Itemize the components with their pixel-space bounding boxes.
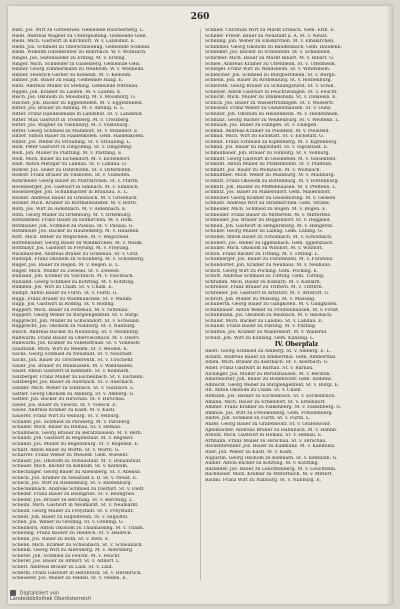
register-entry: Schmauß. Jos. Bauer zu Ellingen. St. v. Ellingen.	[205, 123, 318, 129]
register-entry: Rießl. Jos. Schmied zu Oberschneiding. Gemeinde Schneid.	[12, 44, 151, 50]
register-entry: Rusch. Andreas Bäcker zu Neunburg. St. v. Neunburg.	[12, 330, 140, 336]
digitization-footer	[10, 590, 91, 603]
register-entry: Rumpf. Anton Bauer zu Furth. St. v. Furth. G.	[12, 290, 118, 296]
register-entry: Rußwurm. Franz Bauer zu Oberviechtach. M. v. Oberv.	[12, 335, 140, 341]
register-entry: Schuhbauer. Anton Weber zu Frontenhausen. M. v. Front.	[205, 307, 340, 313]
register-entry: Adam. Mich. Brauer zu Auerbach. St. v. Auerbach. G.	[205, 360, 329, 366]
register-entry: Bäuml. Franz Wirt zu Nabburg. St. v. Nabburg. E.	[205, 477, 322, 483]
register-entry: Scheitl. Joh. Bauer zu Hilpoltstein. St. v. Hilpoltst.	[12, 514, 129, 520]
register-entry: Schambeck. Georg Brauer zu Beratzhausen. M. v. Berh.	[12, 430, 143, 436]
register-entry: Sachs. Joh. Bauer zu Tirschenreuth. St. v. Tirschenr.	[12, 358, 134, 364]
register-entry: Schindler. Jos. Bäcker zu Scheinfeld. St. v. Scheinfeld.	[205, 50, 331, 56]
column-divider	[200, 28, 201, 580]
section-heading: IV. Oberpfalz	[274, 341, 319, 349]
register-entry: Sander. Mich. Weber zu Sulzbach. St. v. Sulzbach. L.	[12, 386, 135, 391]
register-entry: Ritter. Georg Schmied zu Mühldorf. St. v. Mühldorf. E.	[12, 128, 139, 134]
register-entry: Schöndorfer. Joh. Krämer zu Neuhaus. M. v. Neuhaus.	[205, 262, 332, 268]
register-entry: Ausfelder. Jos. Bauer zu Leuchtenberg. M. v. Leuchtenb.	[205, 466, 337, 472]
register-entry: Sattler. Georg Ökonom zu Amberg. St. v. Amberg. G.	[12, 391, 135, 397]
register-entry: Schuhmann. Jos. Ökonom zu Reisbach. M. v. Reisbach.	[205, 313, 333, 319]
register-entry: Schmitz. Jos. Bauer zu Mallersdorf. Gem. Mallersdorf.	[205, 190, 332, 196]
footer-line-1: Digitalisiert von	[19, 590, 60, 596]
register-entry: Rischer. Joh. Bäcker zu Eggenfelden. M. v. Eggenfelden.	[12, 100, 144, 106]
register-entry: Rothammer. Franz Bauer zu Hofkirchen. M. v. Hofk.	[12, 218, 134, 224]
register-entry: Rottenkolber. Georg Bauer zu Waldkirchen. M. v. Waldk.	[12, 240, 144, 246]
register-entry: Schiller. Friedr. Bauer zu Neustadt a. A. St. v. Neust.	[205, 33, 328, 39]
register-entry: Scheck. Jos. Wirt zu Riedenburg. St. v. Riedenburg.	[12, 481, 132, 487]
footer-line-2: Landesbibliothek Oberösterreich	[10, 596, 92, 602]
register-entry: Scheibl. Mich. Gastwirt in Neumarkt. St. v. Neumarkt.	[12, 503, 139, 509]
register-entry: Ritzer. Jos. Weber zu Straubing. St. v. Straubing. L.	[12, 139, 132, 145]
register-entry: Roth. Georg Müller zu Ortenburg. M. v. Ortenburg.	[12, 212, 132, 218]
register-entry: Rippel. Joh. Krämer zu Laufen. M. v. Laufen. E.	[12, 89, 122, 95]
register-entry: Schott. Andreas Schmied zu Tutting. Gem. Tutting.	[205, 274, 325, 280]
register-entry: Schmitt. Joh. Bäcker zu Pfeffenhausen. M. v. Pfeffenh. L.	[205, 184, 337, 190]
register-entry: Schlick. Jos. Bauer zu Wassertrüdingen. St. v. Wassertr.	[205, 100, 335, 106]
register-entry: Schimmel. Georg Ökonom zu Baudenbach. Gem. Baudenb.	[205, 44, 342, 50]
register-entry: Rödl. Peter Gastwirt in Dingolfing. St. v. Dingolfing.	[12, 145, 133, 151]
register-entry: Andre. Joh. Schmied zu Furth. St. v. Furth. L.	[205, 416, 311, 422]
register-entry: Artmann. Franz Müller zu Hirschau. St. v. Hirschau.	[205, 438, 327, 444]
register-entry: Aberl. Georg Schmied zu Amberg. St. v. Amberg. E. L.	[205, 349, 332, 355]
register-entry: Rupp. Jos. Gastwirt in Roding. St. v. Roding.	[12, 302, 115, 308]
register-entry: Schechinger. Georg Bauer zu Abensberg. St. v. Abensb.	[12, 469, 142, 475]
register-entry: Saalfrank. Mich. Wirt zu Weiden. St. v. Weiden. E.	[12, 346, 129, 352]
register-entry: Aumer. Anton Bäcker zu Kötzting. M. v. Kötzting.	[205, 461, 320, 467]
register-entry: Apfelbacher. Andreas Brauer zu Hahnbach. M. v. Hahnb.	[205, 427, 338, 433]
register-entry: Rießl. Mich. Gastwirt in Kirchdorf. W. v. Landshut. E.	[12, 39, 136, 45]
register-entry: Albersdörfer. Joh. Bauer zu Bodenwöhr. Gem. Bodenw.	[205, 377, 333, 383]
register-entry: Schenk. Jos. Bauer zu Roth. St. v. Roth. E.	[12, 537, 110, 543]
register-entry: Scherer. Joh. Schmied zu Feucht. M. v. Feucht.	[12, 553, 121, 559]
register-entry: Scherl. Andreas Brauer zu Lauf. St. v. Lauf.	[12, 565, 113, 570]
register-entry: Schleyer. Anton Gastwirt in Feuchtwangen. St. v. Feucht.	[205, 89, 338, 95]
register-entry: Schreiber. Franz Brauer zu Triftern. M. v. Triftern.	[205, 285, 324, 291]
register-entry: Schmidt. Anton Müller zu Pfaffenhofen. St. v. Pfaffenh.	[205, 162, 333, 168]
register-entry: Aschenbrenner. Jos. Bauer zu Kallmünz. M. v. Kallmünz.	[205, 444, 336, 450]
register-entry: Schenkl. Georg Wirt zu Allersberg. M. v. Allersberg.	[12, 548, 134, 554]
register-entry: Ringer. Mich. Schneider in Gaiselberg. Gemeinde Geis.	[12, 61, 141, 67]
register-entry: Salzberger. Franz Müller zu Eschenbach. St. v. Eschenb.	[12, 374, 144, 380]
register-entry: Ruhland. Joh. Krämer zu Viechtach. M. v. Viechtach.	[12, 274, 134, 280]
register-entry: Rintl. Andreas Müller zu Stefling. Gemeinde Nittenau.	[12, 83, 139, 89]
register-entry: Schmöller. Georg Krämer zu Geiselhöring. M. v. Geiselh.	[205, 195, 337, 201]
register-entry: Schneider. Mich. Schmied zu Bogen. M. v. Bogen. E.	[205, 207, 327, 212]
register-entry: Schellhorn. Anton Ökonom zu Thalmässing. M. v. Thalm.	[12, 525, 145, 531]
register-entry: Rödl. Mich. Bauer zu Eichendorf. M. v. Eichendorf.	[12, 156, 131, 162]
register-entry: Schaller. Mich. Bauer zu Hemau. St. v. Hemau.	[12, 425, 122, 431]
register-entry: Schmid. Mich. Wirt zu Eichstätt. St. v. Eichstätt. G.	[205, 134, 325, 140]
left-column	[12, 28, 195, 582]
register-entry: Scheck. Joh. Krämer zu Neustadt a. D. St. v. Neust. E.	[12, 475, 138, 481]
register-entry: Schreiner. Jos. Gastwirt in Arnstorf. M. v. Arnstorf. G.	[205, 290, 330, 296]
register-entry: Rödl. Joh. Müller zu Plattling. M. v. Plattling. E.	[12, 151, 123, 157]
register-entry: Sailer. Jos. Brauer zu Waldsassen. M. v. Waldsassen.	[12, 363, 134, 369]
register-entry: Rohrer. Jos. Seiler zu Osterhofen. St. v. Osterhofen.	[12, 167, 132, 173]
register-entry: Ammon. Jos. Wirt zu Freudenberg. Gem. Freudenberg.	[205, 410, 334, 416]
register-entry: Bachmeier. Mich. Krämer zu Mitterteich. M. v. Mittert.	[205, 472, 334, 478]
register-entry: Salzberger. Jos. Bauer zu Auerbach. St. v. Auerbach.	[12, 380, 135, 386]
register-entry: Schöberl. Jos. Weber zu Iggensbach. Gem. Iggensbach.	[205, 240, 334, 246]
register-entry: Scharrer. Franz Weber zu Wiesent. Gem. Wiesent.	[12, 453, 129, 459]
register-entry: Schauer. Jos. Ökonom zu Donaustauf. M. v. Donaustauf.	[12, 458, 142, 464]
register-entry: Scherer. Jos. Bauer zu Altdorf. St. v. Altdorf. L.	[12, 559, 121, 565]
register-entry: Ritter. Jos. Brauer zu Aibling. M. v. Aibling. E. L.	[12, 106, 125, 112]
register-entry: Sauerer. Franz Wirt zu Velburg. St. v. Velburg.	[12, 413, 121, 419]
register-entry: Rüger. Jos. Bauer zu Regen. M. v. Regen. E. L.	[12, 262, 120, 268]
register-entry: Schandl. Jos. Müller zu Regensburg. St. v. Regensb. E.	[12, 441, 140, 447]
register-entry: Schlenk. Joh. Bauer zu Rothenburg. St. v. Rothenburg.	[205, 78, 333, 84]
register-entry: Schönberger. Jos. Bauer zu Fürstenzell. M. v. Fürstenz.	[205, 257, 334, 263]
right-column	[205, 28, 388, 484]
register-entry: Rohrmeier. Georg Bauer zu Pfarrkirchen. St. v. Pfarrk.	[12, 179, 139, 185]
register-entry: Schuler. Mich. Bäcker zu Landau. St. v. Landau. E.	[205, 318, 324, 324]
register-entry: Schulz. Joh. Wirt zu Künzing. Gem. Künzing. L.	[205, 335, 315, 341]
register-entry: Scharf. Anton Bauer zu Wörth. St. v. Wörth. G.	[12, 447, 120, 453]
register-entry: Ringel. Jos. Seifensieder zu Erding. M. v. Erding.	[12, 55, 126, 61]
register-entry: Schneider. Franz Bauer zu Mitterfels. M. v. Mitterfels.	[205, 212, 332, 218]
register-entry: Anzer. Georg Bauer zu Grafenwöhr. St. v. Grafenwöhr.	[205, 421, 331, 427]
register-entry: Schmid. Jos. Bauer zu Ingolstadt. St. v. Ingolstadt. E.	[205, 145, 329, 151]
library-logo-icon	[10, 590, 16, 596]
register-entry: Schiller. Christian Wirt zu Markt Erlbach. Gem. Erlb. E.	[205, 28, 336, 33]
register-entry: Schöller. Mich. Ökonom zu Windorf. M. v. Windorf.	[205, 246, 324, 252]
register-entry: Auer. Joh. Weber zu Kastl. M. v. Kastl.	[205, 449, 293, 455]
register-entry: Schober. Georg Müller zu Lalling. Gem. Lalling. G.	[205, 229, 323, 235]
register-entry: Schandl. Joh. Gastwirt in Regenstauf. M. v. Regenst.	[12, 436, 134, 442]
register-entry: Rupp. Franz Brauer zu Waldmünchen. St. v. Waldm.	[12, 296, 133, 302]
register-entry: Ruckdäschel. Andreas Brauer zu Grafenau. St. v. Graf.	[12, 251, 139, 257]
register-entry: Schmidbauer. Joh. Brauer zu Vohburg. St. v. Vohburg.	[205, 151, 330, 157]
register-entry: Aichinger. Jos. Müller zu Beratzhausen. M. v. Beratzh.	[205, 371, 331, 377]
register-entry: Rüger. Mich. Müller zu Zwiesel. St. v. Zwiesel.	[12, 268, 121, 274]
register-entry: Schmid. Andreas Krämer zu Pleinfeld. M. v. Pleinfeld.	[205, 128, 331, 134]
register-entry: Schlegel. Franz Wirt zu Windsheim. St. v. Windsheim.	[205, 67, 331, 73]
register-entry: Schober. Anton Bauer zu Schöllnach. M. v. Schöllnach.	[205, 234, 333, 240]
scan-shadow-edge	[386, 6, 392, 604]
register-entry: Schlee. Andreas Krämer zu Uffenheim. St. v. Uffenheim.	[205, 61, 337, 67]
register-entry: Ruppert. Georg Weber zu Burglengenfeld. St. v. Burgl.	[12, 313, 140, 319]
register-entry: Rießl. Wilhelm Gutsbesitzer zu Rohrbach. W. v. Wolnzach.	[12, 50, 147, 56]
register-entry: Rießl. Andreas Wagner zu Untergeißling. Gemeinde Geiß.	[12, 33, 147, 39]
document-page	[8, 6, 392, 604]
register-entry: Sauer. Jos. Bauer zu Vilseck. St. v. Vilseck. E.	[12, 402, 118, 408]
register-entry: Rosenberger. Joh. Schuhmacher in Braunau. E. L.	[12, 190, 128, 196]
register-entry: Rinner. Heinrich Gerber zu Kelheim. M. v. Kelheim.	[12, 72, 132, 78]
register-entry: Schultes. Jos. Krämer zu Wallersdorf. M. v. Wallersd.	[205, 330, 328, 336]
register-entry: Schaller. Jos. Schmied zu Parsberg. M. v. Parsberg.	[12, 419, 131, 425]
register-entry: Scherm. Franz Gastwirt in Hersbruck. St. v. Hersbruck.	[12, 570, 142, 576]
register-entry: Schramm. Mich. Bauer zu Kößlarn. M. v. Kößlarn.	[205, 279, 322, 285]
register-entry: Ammer. Franz Krämer zu Falkenberg. M. v. Falkenberg. G.	[205, 405, 342, 411]
register-entry: Achatz. Andreas Bauer zu Ammerthal. Gem. Ammerthal.	[205, 354, 337, 360]
register-entry: Rosenberger. Jos. Gastwirt in Simbach. M. v. Simbach.	[12, 184, 140, 190]
register-entry: Scheuerer. Jos. Müller zu Velden. St. v. Velden. E.	[12, 576, 128, 582]
register-entry: Schön. Franz Bäcker zu Tittling. M. v. Tittling. L.	[205, 251, 320, 257]
register-entry: Schuberth. Georg Bauer zu Gangkofen. M. v. Gangkofen.	[205, 302, 338, 308]
register-entry: Amann. Mich. Bauer zu Erbendorf. St. v. Erbendorf.	[205, 399, 326, 405]
register-entry: Schnabl. Andreas Wirt zu Straßkirchen. Gem. Straßk.	[205, 201, 331, 207]
page-number: 260	[190, 12, 210, 22]
register-entry: Ritter. Max Gastwirt in Trostberg. M. v. Trostberg.	[12, 117, 130, 123]
register-entry: Alt. Anton Ökonom zu Cham. St. v. Cham.	[205, 388, 302, 394]
register-entry: Rinner. Joh. Bauer zu Haag. Gemeinde Haag. E.	[12, 78, 124, 84]
register-entry: Rupprecht. Joh. Müller zu Schwandorf. St. v. Schwand.	[12, 318, 141, 324]
register-entry: Rinner. Georg Zimmermann zu Weilheim. W. v. Weilheim.	[12, 67, 145, 73]
register-entry: Schell. Jos. Weber zu Greding. St. v. Greding. G.	[12, 520, 124, 526]
register-entry: Schott. Georg Wirt zu Pocking. Gem. Pocking. E.	[205, 268, 319, 274]
register-entry: Ruppert. Mich. Bauer zu Nittenau. M. v. Nittenau.	[12, 307, 129, 313]
register-entry: Schauer. Mich. Bäcker zu Kelheim. St. v. Kelheim.	[12, 464, 129, 470]
register-entry: Arnold. Mich. Gastwirt in Hemau. St. v. Hemau. E.	[205, 433, 323, 439]
register-entry: Schnell. Joh. Gastwirt in Hengersberg. M. v. Hengersb.	[205, 223, 334, 229]
register-entry: Schilling. Joh. Weber zu Emskirchen. M. v. Emskirchen.	[205, 39, 335, 45]
register-entry: Schenk. Mich. Krämer zu Schwabach. St. v. Schwabach.	[12, 542, 144, 548]
register-entry: Albrecht. Georg Weber zu Burglengenfeld. St. v. Burgl. E.	[205, 382, 340, 388]
register-entry: Rosner. Mich. Krämer zu Rotthalmünster. M. v. Rotth.	[12, 201, 138, 207]
register-entry: Ruhland. Georg Schmied zu Kötzting. M. v. Kötzting.	[12, 279, 135, 285]
register-entry: Adler. Franz Gastwirt in Bärnau. St. v. Bärnau.	[205, 366, 314, 372]
register-entry: Rußwurm. Jos. Krämer zu Vohenstrauß. St. v. Vohenstr.	[12, 341, 141, 347]
register-entry: Sattler. Joh. Bäcker zu Hirschau. St. v. Hirschau.	[12, 397, 126, 403]
register-entry: Rosner. Andreas Bauer zu Griesbach. M. v. Griesbach.	[12, 195, 139, 201]
register-entry: Schrott. Joh. Müller zu Massing. M. v. Massing.	[205, 296, 316, 302]
register-entry: Ristl. Jos. Wirt zu Gottenried. Gemeinde Ruscherberg. L.	[12, 28, 145, 33]
register-entry: Roth. Jos. Wirt zu Aidenbach. M. v. Aidenbach. E.	[12, 207, 127, 212]
register-entry: Rudolph. Franz Ökonom zu Schönberg. M. v. Schönberg.	[12, 257, 145, 263]
register-entry: Rottmayr. Jos. Gastwirt in Freyung. M. v. Freyung.	[12, 246, 130, 252]
register-entry: Ritzer. Simon Bauer zu Haidenkofen. Gem. Haidenkofen.	[12, 134, 145, 140]
register-entry: Scheidl. Georg Müller zu Freystadt. St. v. Freystadt.	[12, 509, 134, 515]
register-entry: Rohrer. Franz Brauer zu Vilshofen. St. v. Vilshofen.	[12, 173, 131, 179]
register-entry: Sachs. Georg Schmied zu Neustadt. St. v. Neustadt.	[12, 352, 134, 358]
register-entry: Risch. Jos. Ökonom zu Moosburg. M. v. Moosburg. G.	[12, 95, 136, 101]
register-entry: Schmitt. Franz Ökonom zu Rottenburg. M. v. Rottenburg.	[205, 179, 340, 185]
register-entry: Schirmer. Mich. Bauer zu Markt Bibart. M. v. Bibart. G.	[205, 55, 335, 61]
register-entry: Rupprecht. Jos. Ökonom zu Nabburg. St. v. Nabburg.	[12, 324, 136, 330]
register-entry: Rummel. Jos. Wirt zu Cham. St. v. Cham. E.	[12, 285, 114, 291]
register-entry: Schmid. Franz Schmied zu Kipfenberg. M. v. Kipfenberg.	[205, 139, 338, 145]
register-entry: Schlicht. Mich. Müller zu Dinkelsbühl. St. v. Dinkelsb. E.	[205, 95, 338, 101]
register-entry: Schleicher. Jos. Schmied zu Burgbernheim. St. v. Burgb.	[205, 72, 337, 78]
register-entry: Augustin. Georg Ökonom zu Kemnath. St. v. Kemnath. G.	[205, 455, 338, 461]
register-entry: Schmalz. Georg Bäcker zu Weißenburg. St. v. Weißenb. L.	[205, 117, 340, 123]
register-entry: Scheder. Franz Bauer zu Beilngries. St. v. Beilngries.	[12, 492, 136, 498]
register-entry: Ritter. Franz Handelsmann in Landshut. St. v. Landshut.	[12, 111, 144, 117]
register-entry: Schelling. Franz Bäcker zu Heideck. St. v. Heideck.	[12, 531, 132, 537]
register-entry: Rothmeier. Jos. Bäcker zu Hauzenberg. M. v. Hauzenb.	[12, 229, 140, 235]
register-entry: Schmidt. Jos. Bauer zu Wolnzach. M. v. Wolnzach.	[205, 167, 321, 173]
register-entry: Schuller. Franz Bauer zu Pilsting. M. v. Pilsting.	[205, 324, 317, 330]
register-entry: Rödl. Anton Metzger zu Landau. St. v. Landau. G.	[12, 162, 128, 168]
register-entry: Schmidtner. Mich. Weber zu Mainburg. M. v. Mainburg.	[205, 173, 336, 179]
register-entry: Ritter. Jos. Wagner zu Vilsbiburg. M. v. Vilsbiburg.	[12, 123, 129, 129]
register-entry: Schlereth. Georg Brauer zu Schillingsfürst. St. v. Schill.	[205, 83, 335, 89]
register-entry: Rott. Mich. Weber zu Wegscheid. M. v. Wegscheid.	[12, 234, 130, 240]
register-entry: Schmidt. Georg Gastwirt in Geisenfeld. M. v. Geisenfeld.	[205, 156, 337, 162]
register-entry: Scheckenbach. Andreas Schmied zu Dietfurt. St. v. Dietf.	[12, 486, 145, 492]
register-entry: Rothbauer. Joh. Schmied zu Passau. St. v. Passau. G.	[12, 223, 134, 229]
register-entry: Altmann. Jos. Bäcker zu Eschenbach. St. v. Eschenbach.	[205, 394, 336, 399]
register-entry: Schneider. Jos. Brauer zu Deggendorf. St. v. Deggend.	[205, 218, 332, 224]
register-entry: Sailer. Anton Gastwirt in Kemnath. St. v. Kemnath.	[12, 369, 130, 375]
register-entry: Sauer. Andreas Krämer zu Kastl. M. v. Kastl.	[12, 408, 116, 414]
register-entry: Schlüter. Joh. Ökonom zu Heidenheim. M. v. Heidenheim.	[205, 111, 340, 117]
register-entry: Scheder. Jos. Brauer zu Berching. St. v. Berching. L.	[12, 497, 134, 503]
register-entry: Schlosser. Franz Weber zu Gunzenhausen. St. v. Gunz.	[205, 106, 332, 112]
